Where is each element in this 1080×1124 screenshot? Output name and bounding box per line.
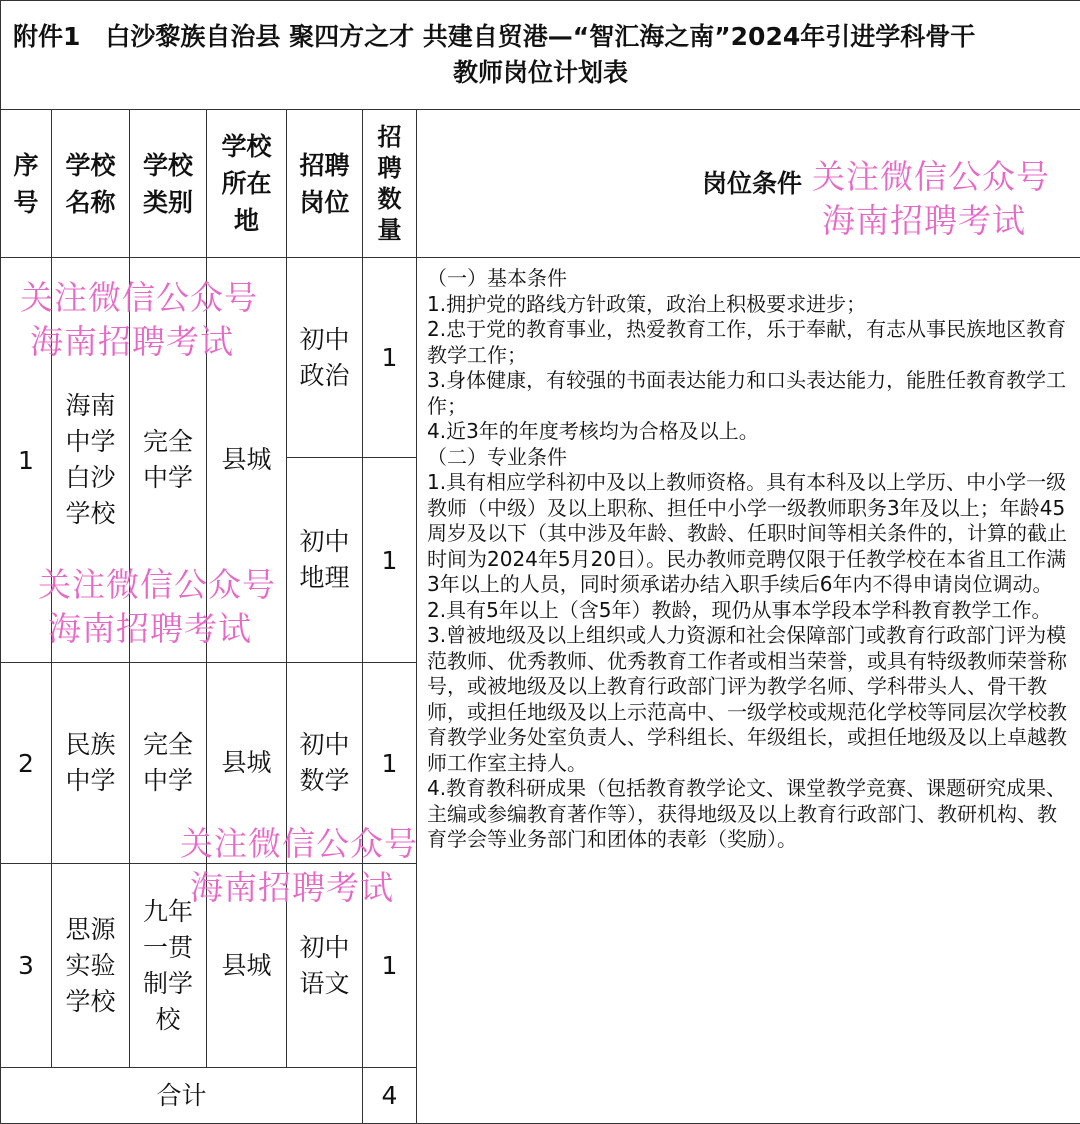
row-3-position: 初中语文 xyxy=(287,864,363,1068)
row-2-location: 县城 xyxy=(207,663,287,864)
title-line-1: 附件1 白沙黎族自治县 聚四方之才 共建自贸港—“智汇海之南”2024年引进学科骨干 xyxy=(1,19,1080,55)
watermark-line-1: 关注微信公众号 xyxy=(180,822,418,866)
watermark-line-1: 关注微信公众号 xyxy=(20,276,258,320)
conditions-cell xyxy=(417,258,1080,1124)
header-position: 招聘岗位 xyxy=(287,110,363,258)
header-count: 招聘数量 xyxy=(363,110,417,258)
condition-professional-2: 2.具有5年以上（含5年）教龄，现仍从事本学段本学科教育教学工作。 xyxy=(427,598,1074,624)
header-school-type: 学校类别 xyxy=(130,110,207,258)
condition-professional-3: 3.曾被地级及以上组织或人力资源和社会保障部门或教育行政部门评为模范教师、优秀教师、优秀教育工作者或相当荣誉，或具有特级教师荣誉称号，或被地级及以上教育行政部门评为教学名师、学科带头人、骨干教师，或担任地级及以上示范高中、一级学校或规范化学校等同层次学校教育教学业务处室负责人、学科组长、年级组长，或担任地级及以上卓越教师工作室主持人。 xyxy=(427,623,1074,776)
watermark-line-2: 海南招聘考试 xyxy=(20,320,258,364)
condition-basic-4: 4.近3年的年度考核均为合格及以上。 xyxy=(427,419,1074,445)
condition-basic-3: 3.身体健康，有较强的书面表达能力和口头表达能力，能胜任教育教学工作； xyxy=(427,368,1074,419)
watermark-line-2: 海南招聘考试 xyxy=(180,866,418,910)
row-1-location: 县城 xyxy=(207,258,287,663)
condition-basic-heading: （一）基本条件 xyxy=(427,266,1074,292)
row-2-seq: 2 xyxy=(1,663,52,864)
row-3-count: 1 xyxy=(363,864,417,1068)
row-3-school-name: 思源实验学校 xyxy=(52,864,130,1068)
row-2-school-name: 民族中学 xyxy=(52,663,130,864)
header-location: 学校所在地 xyxy=(207,110,287,258)
condition-professional-4: 4.教育教科研成果（包括教育教学论文、课堂教学竞赛、课题研究成果、主编或参编教育著作等），获得地级及以上教育行政部门、教研机构、教育学会等业务部门和团体的表彰（奖励）。 xyxy=(427,776,1074,853)
header-school-name: 学校名称 xyxy=(52,110,130,258)
header-conditions: 岗位条件 xyxy=(417,110,1080,258)
row-2-count: 1 xyxy=(363,663,417,864)
condition-professional-heading: （二）专业条件 xyxy=(427,445,1074,471)
row-1-school-name: 海南中学白沙学校 xyxy=(52,258,130,663)
row-1-position-2: 初中地理 xyxy=(287,458,363,663)
row-3-school-type: 九年一贯制学校 xyxy=(130,864,207,1068)
title-line-2: 教师岗位计划表 xyxy=(1,55,1080,91)
row-2-position: 初中数学 xyxy=(287,663,363,864)
condition-basic-1: 1.拥护党的路线方针政策，政治上积极要求进步； xyxy=(427,292,1074,318)
row-1-position-1: 初中政治 xyxy=(287,258,363,458)
watermark-line-1: 关注微信公众号 xyxy=(812,155,1050,199)
watermark-line-1: 关注微信公众号 xyxy=(38,563,276,607)
row-3-location: 县城 xyxy=(207,864,287,1068)
row-1-count-1: 1 xyxy=(363,258,417,458)
row-1-seq: 1 xyxy=(1,258,52,663)
total-count: 4 xyxy=(363,1068,417,1124)
watermark-line-2: 海南招聘考试 xyxy=(812,199,1050,243)
table-title xyxy=(1,1,1080,110)
watermark-line-2: 海南招聘考试 xyxy=(38,607,276,651)
condition-basic-2: 2.忠于党的教育事业，热爱教育工作，乐于奉献，有志从事民族地区教育教学工作； xyxy=(427,317,1074,368)
condition-professional-1: 1.具有相应学科初中及以上教师资格。具有本科及以上学历、中小学一级教师（中级）及以上职称、担任中小学一级教师职务3年及以上；年龄45周岁及以下（其中涉及年龄、教龄、任职时间等相关条件的，计算的截止时间为2024年5月20日）。民办教师竞聘仅限于任教学校在本省且工作满3年以上的人员，同时须承诺办结入职手续后6年内不得申请岗位调动。 xyxy=(427,470,1074,598)
row-1-school-type: 完全中学 xyxy=(130,258,207,663)
header-seq: 序号 xyxy=(1,110,52,258)
row-3-seq: 3 xyxy=(1,864,52,1068)
total-label: 合计 xyxy=(1,1068,363,1124)
row-2-school-type: 完全中学 xyxy=(130,663,207,864)
row-1-count-2: 1 xyxy=(363,458,417,663)
